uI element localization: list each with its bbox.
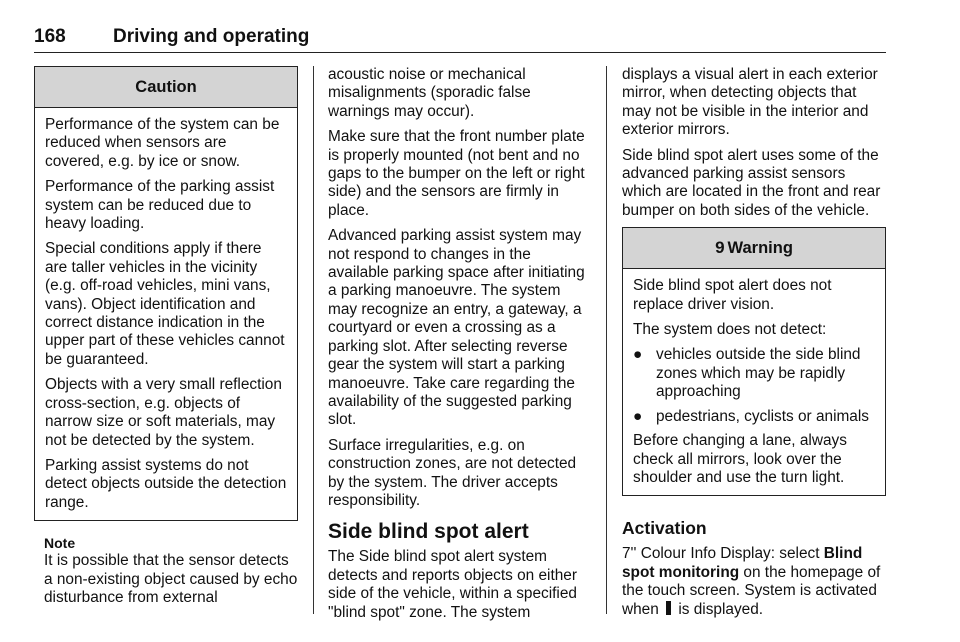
blind-spot-indicator-icon <box>666 601 671 615</box>
warning-icon: 9 <box>715 238 725 258</box>
caution-paragraph: Special conditions apply if there are taller vehicles in the vicinity (e.g. off-road vehicles, mini vans, vans). Object identification and correct distance indication in the upper part of these vehicles cannot be guaranteed. <box>45 240 285 368</box>
bullet-text: pedestrians, cyclists or animals <box>656 407 869 425</box>
warning-paragraph: Side blind spot alert does not replace driver vision. <box>633 277 832 313</box>
body-paragraph: Advanced parking assist system may not respond to changes in the available parking space after initiating a parking manoeuvre. The system may recognize an entry, a gateway, a courtyard or even a crossing as a parking slot. After selecting reverse gear the system will start a parking manoeuvre. Take care regarding the availability of the suggested parking slot. <box>328 227 585 429</box>
menu-term: Blind spot monitoring <box>622 545 863 581</box>
bullet-text: vehicles outside the side blind zones which may be rapidly approaching <box>656 346 861 401</box>
body-paragraph: displays a visual alert in each exterior mirror, when detecting objects that may not be visible in the interior and exterior mirrors. <box>622 66 878 139</box>
warning-title: Warning <box>727 238 793 257</box>
column-right <box>622 66 886 626</box>
body-paragraph: acoustic noise or mechanical misalignments (sporadic false warnings may occur). <box>328 66 531 120</box>
activation-text <box>622 545 886 619</box>
body-paragraph: The Side blind spot alert system detects and reports objects on either side of the vehicle, within a specified "blind spot" zone. The system <box>328 548 577 621</box>
section-title: Driving and operating <box>113 26 310 47</box>
warning-body <box>623 269 885 495</box>
body-paragraph: Surface irregularities, e.g. on construction zones, are not detected by the system. The driver accepts responsibility. <box>328 436 577 509</box>
caution-body <box>35 108 297 520</box>
warning-box <box>622 227 886 496</box>
page-header <box>34 24 886 53</box>
bullet-dot-icon: ● <box>633 346 643 364</box>
activation-text-part: is displayed. <box>674 600 764 618</box>
activation-text-part: on the homepage of the touch screen. System is activated when <box>622 563 881 618</box>
warning-bullet <box>633 408 875 426</box>
column-divider <box>313 66 314 614</box>
caution-paragraph: Objects with a very small reflection cross-section, e.g. objects of narrow size or soft materials, may not be detected by the system. <box>45 376 282 449</box>
caution-paragraph: Performance of the system can be reduced when sensors are covered, e.g. by ice or snow. <box>45 116 280 170</box>
caution-paragraph: Parking assist systems do not detect objects outside the detection range. <box>45 456 287 511</box>
warning-header <box>623 228 885 269</box>
column-middle <box>328 66 590 629</box>
caution-title: Caution <box>35 67 297 108</box>
note-label: Note <box>44 535 76 552</box>
page-number: 168 <box>34 26 66 47</box>
caution-paragraph: Performance of the parking assist system can be reduced due to heavy loading. <box>45 178 275 233</box>
section-heading: Side blind spot alert <box>328 520 529 544</box>
warning-paragraph: The system does not detect: <box>633 321 827 339</box>
activation-heading: Activation <box>622 518 707 539</box>
body-paragraph: Make sure that the front number plate is properly mounted (not bent and no gaps to the bumper on the left or right side) and the sensors are firmly in place. <box>328 128 585 219</box>
warning-paragraph: Before changing a lane, always check all mirrors, look over the shoulder and use the turn light. <box>633 432 847 486</box>
note-text: It is possible that the sensor detects a non-existing object caused by echo disturbance from external <box>44 552 298 606</box>
activation-text-part: 7'' Colour Info Display: select <box>622 545 824 563</box>
body-paragraph: Side blind spot alert uses some of the advanced parking assist sensors which are located in the front and rear bumper on both sides of the vehicle. <box>622 146 881 219</box>
bullet-dot-icon: ● <box>633 407 643 425</box>
warning-bullet <box>633 346 875 401</box>
column-left <box>34 66 298 607</box>
column-divider <box>606 66 607 614</box>
caution-box <box>34 66 298 521</box>
